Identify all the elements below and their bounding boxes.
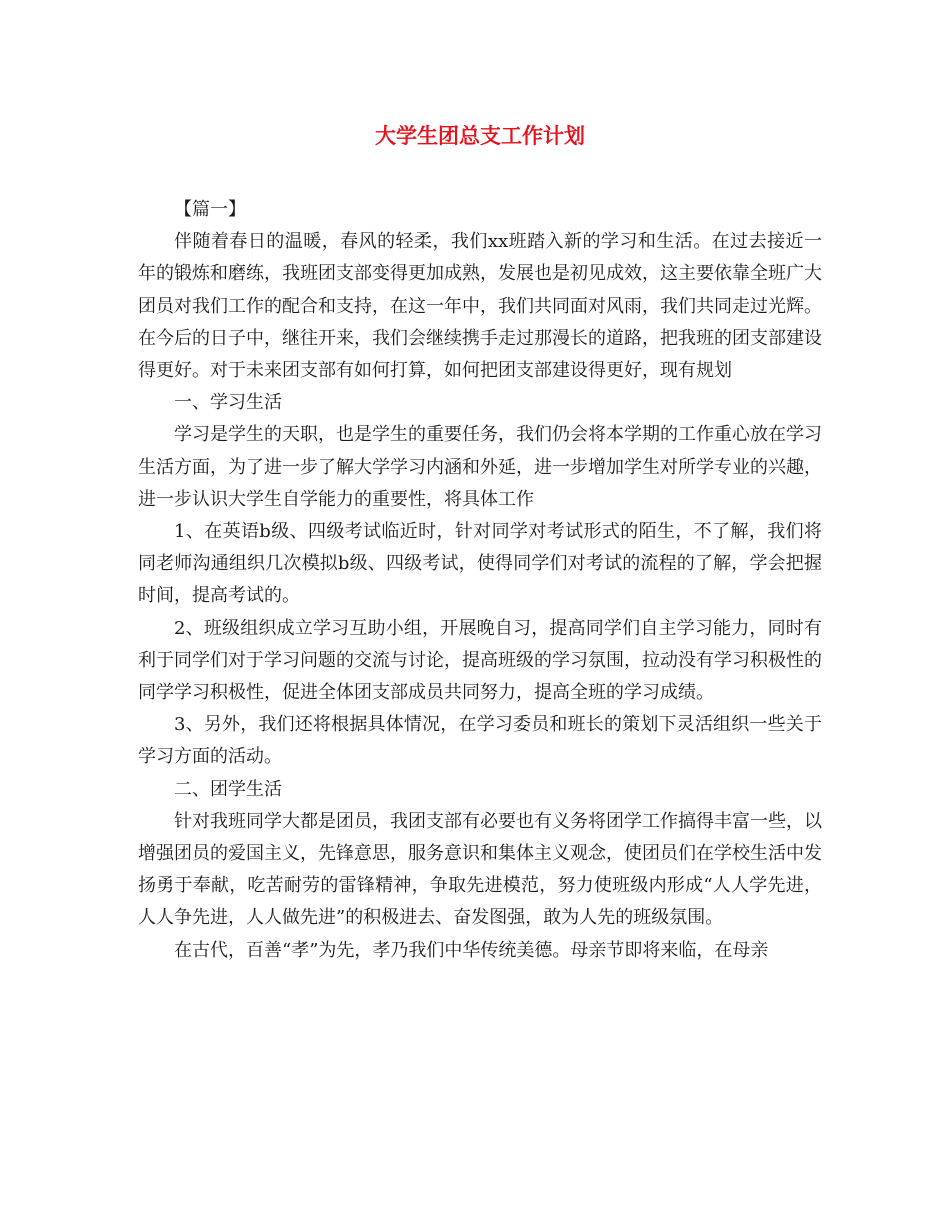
document-body [138, 194, 822, 967]
paragraph-study-item-1: 1、在英语b级、四级考试临近时，针对同学对考试形式的陌生，不了解，我们将同老师沟通组织几次模拟b级、四级考试，使得同学们对考试的流程的了解，学会把握时间，提高考试的。 [138, 521, 822, 607]
paragraph-intro: 伴随着春日的温暖，春风的轻柔，我们xx班踏入新的学习和生活。在过去接近一年的锻炼和磨练，我班团支部变得更加成熟，发展也是初见成效，这主要依靠全班广大团员对我们工作的配合和支持，在这一年中，我们共同面对风雨，我们共同走过光辉。在今后的日子中，继往开来，我们会继续携手走过那漫长的道路，把我班的团支部建设得更好。对于未来团支部有如何打算，如何把团支部建设得更好，现有规划 [138, 231, 822, 382]
paragraph-study-item-3: 3、另外，我们还将根据具体情况，在学习委员和班长的策划下灵活组织一些关于学习方面的活动。 [138, 714, 822, 768]
paragraph-study-overview: 学习是学生的天职，也是学生的重要任务，我们仍会将本学期的工作重心放在学习生活方面，为了进一步了解大学学习内涵和外延，进一步增加学生对所学专业的兴趣，进一步认识大学生自学能力的重要性，将具体工作 [138, 424, 822, 510]
section-label: 【篇一】 [174, 199, 246, 220]
heading-study-life: 一、学习生活 [174, 392, 282, 414]
paragraph-study-item-2: 2、班级组织成立学习互助小组，开展晚自习，提高同学们自主学习能力，同时有利于同学们对于学习问题的交流与讨论，提高班级的学习氛围，拉动没有学习积极性的同学学习积极性，促进全体团支部成员共同努力，提高全班的学习成绩。 [138, 617, 822, 704]
paragraph-filial-piety: 在古代，百善“孝”为先，孝乃我们中华传统美德。母亲节即将来临，在母亲 [174, 939, 769, 961]
heading-league-life: 二、团学生活 [174, 778, 282, 800]
document-title: 大学生团总支工作计划 [375, 124, 585, 148]
paragraph-league-overview: 针对我班同学大都是团员，我团支部有必要也有义务将团学工作搞得丰富一些，以增强团员的爱国主义，先锋意思，服务意识和集体主义观念，使团员们在学校生活中发扬勇于奉献，吃苦耐劳的雷锋精神，争取先进模范，努力使班级内形成“人人学先进，人人争先进，人人做先进”的积极进去、奋发图强，敢为人先的班级氛围。 [138, 810, 822, 929]
